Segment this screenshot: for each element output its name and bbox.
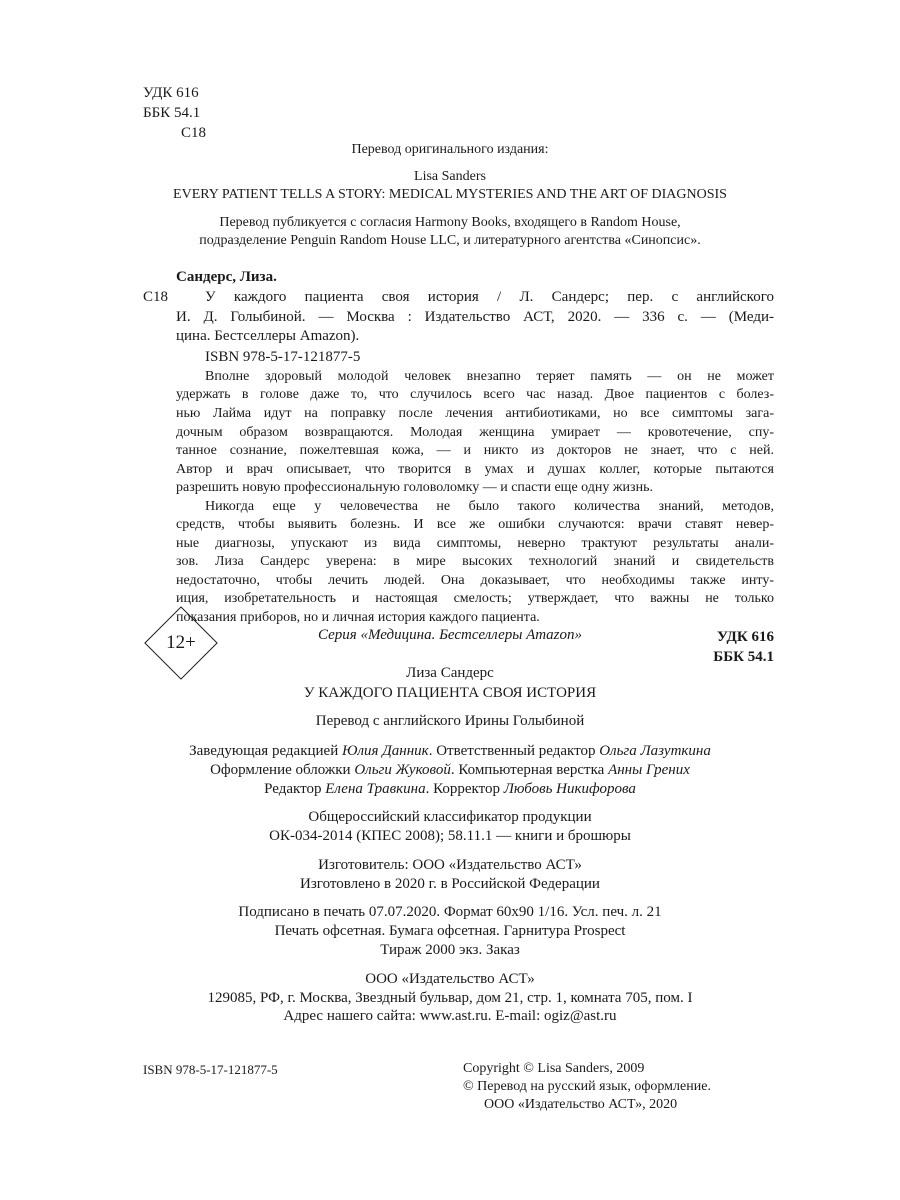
age-rating-label: 12+ — [166, 632, 196, 653]
credits-name: Анны Грених — [608, 762, 690, 778]
annotation-line-13: иция, изобретательность и настоящая смелость; утверждает, что важны не только — [176, 591, 774, 606]
credits-name: Ольга Лазуткина — [599, 743, 711, 759]
manufacturer-line-1: Изготовитель: ООО «Издательство АСТ» — [318, 857, 582, 873]
header-code: С18 — [181, 125, 207, 141]
annotation-line-2: удержать в голове даже то, что случилось всего час назад. Двое пациентов с болез- — [176, 387, 774, 402]
book-translation: Перевод с английского Ирины Голыбиной — [315, 713, 585, 729]
credits-name: Ольги Жуковой — [354, 762, 451, 778]
credits-name: Елена Травкина — [325, 781, 426, 797]
credits-label: Редактор — [264, 781, 326, 797]
credits-name: Юлия Данник — [341, 743, 429, 759]
printing-line-3: Тираж 2000 экз. Заказ — [380, 942, 520, 958]
credits-name: Любовь Никифорова — [503, 781, 636, 797]
book-title: У КАЖДОГО ПАЦИЕНТА СВОЯ ИСТОРИЯ — [303, 685, 597, 701]
catalog-author: Сандерс, Лиза. — [176, 269, 277, 285]
annotation-line-12: недостаточно, чтобы лечить людей. Она доказывает, что необходимы также инту- — [176, 573, 774, 588]
okp-line-2: ОК-034-2014 (КПЕС 2008); 58.11.1 — книги и брошюры — [269, 828, 631, 844]
annotation-line-10: ные диагнозы, упускают из вида симптомы, неверно трактуют результаты анали- — [176, 536, 774, 551]
annotation-line-4: дочным образом возвращаются. Молодая женщина умирает — кровотечение, спу- — [176, 425, 774, 440]
rights-line-1: Перевод публикуется с согласия Harmony Books, входящего в Random House, — [219, 215, 681, 230]
credits-label: . Ответственный редактор — [428, 743, 600, 759]
publisher-line-1: ООО «Издательство АСТ» — [365, 971, 535, 987]
publisher-line-3: Адрес нашего сайта: www.ast.ru. E-mail: ogiz@ast.ru — [283, 1008, 617, 1024]
catalog-line-3: цина. Бестселлеры Amazon). — [176, 328, 360, 344]
annotation-line-6: Автор и врач описывает, что творится в умах и душах коллег, которые пытаются — [176, 462, 774, 477]
original-title: EVERY PATIENT TELLS A STORY: MEDICAL MYSTERIES AND THE ART OF DIAGNOSIS — [173, 187, 727, 202]
series-text: Серия «Медицина. Бестселлеры Amazon» — [318, 627, 582, 643]
footer-copyright-3: ООО «Издательство АСТ», 2020 — [484, 1097, 678, 1112]
credits-label: . Компьютерная верстка — [450, 762, 609, 778]
classification-bbk: ББК 54.1 — [713, 649, 774, 665]
original-author: Lisa Sanders — [414, 169, 486, 184]
annotation-line-3: нью Лайма идут на поправку после лечения антибиотиками, но все симптомы зага- — [176, 406, 774, 421]
credits-line-3 — [0, 780, 900, 799]
series-line — [0, 626, 900, 645]
credits-label: . Корректор — [425, 781, 504, 797]
book-author: Лиза Сандерс — [406, 665, 494, 681]
catalog-isbn: ISBN 978-5-17-121877-5 — [205, 349, 361, 365]
annotation-line-11: зов. Лиза Сандерс уверена: в мире высоких технологий знаний и свидетельств — [176, 554, 774, 569]
credits-line-2 — [0, 761, 900, 780]
classification-udk: УДК 616 — [717, 629, 774, 645]
header-udk: УДК 616 — [143, 85, 199, 101]
header-bbk: ББК 54.1 — [143, 105, 201, 121]
credits-label: Заведующая редакцией — [189, 743, 342, 759]
catalog-code: С18 — [143, 289, 169, 305]
annotation-line-9: средств, чтобы выявить болезнь. И все же ошибки случаются: врачи ставят невер- — [176, 517, 774, 532]
footer-copyright-1: Copyright © Lisa Sanders, 2009 — [463, 1061, 645, 1076]
catalog-line-1: У каждого пациента своя история / Л. Сандерс; пер. с английского — [205, 289, 774, 305]
publisher-line-2: 129085, РФ, г. Москва, Звездный бульвар, дом 21, стр. 1, комната 705, пом. I — [207, 990, 693, 1006]
manufacturer-line-2: Изготовлено в 2020 г. в Российской Федерации — [300, 876, 600, 892]
original-intro: Перевод оригинального издания: — [351, 142, 549, 157]
annotation-line-5: танное сознание, пожелтевшая кожа, — и никто из докторов не знает, что с ней. — [176, 443, 774, 458]
rights-line-2: подразделение Penguin Random House LLC, и литературного агентства «Синопсис». — [199, 233, 701, 248]
okp-line-1: Общероссийский классификатор продукции — [308, 809, 592, 825]
catalog-line-2: И. Д. Голыбиной. — Москва : Издательство АСТ, 2020. — 336 с. — (Меди- — [176, 309, 774, 325]
annotation-line-1: Вполне здоровый молодой человек внезапно теряет память — он не может — [205, 369, 774, 384]
credits-line-1 — [0, 742, 900, 761]
credits-label: Оформление обложки — [210, 762, 355, 778]
footer-isbn: ISBN 978-5-17-121877-5 — [143, 1062, 278, 1077]
printing-line-2: Печать офсетная. Бумага офсетная. Гарнитура Prospect — [274, 923, 626, 939]
annotation-line-7: разрешить новую профессиональную головоломку — и спасти еще одну жизнь. — [176, 480, 653, 495]
annotation-line-14: показания приборов, но и личная история каждого пациента. — [176, 610, 540, 625]
footer-copyright-2: © Перевод на русский язык, оформление. — [463, 1079, 711, 1094]
annotation-line-8: Никогда еще у человечества не было такого количества знаний, методов, — [205, 499, 774, 514]
printing-line-1: Подписано в печать 07.07.2020. Формат 60х90 1/16. Усл. печ. л. 21 — [238, 904, 662, 920]
